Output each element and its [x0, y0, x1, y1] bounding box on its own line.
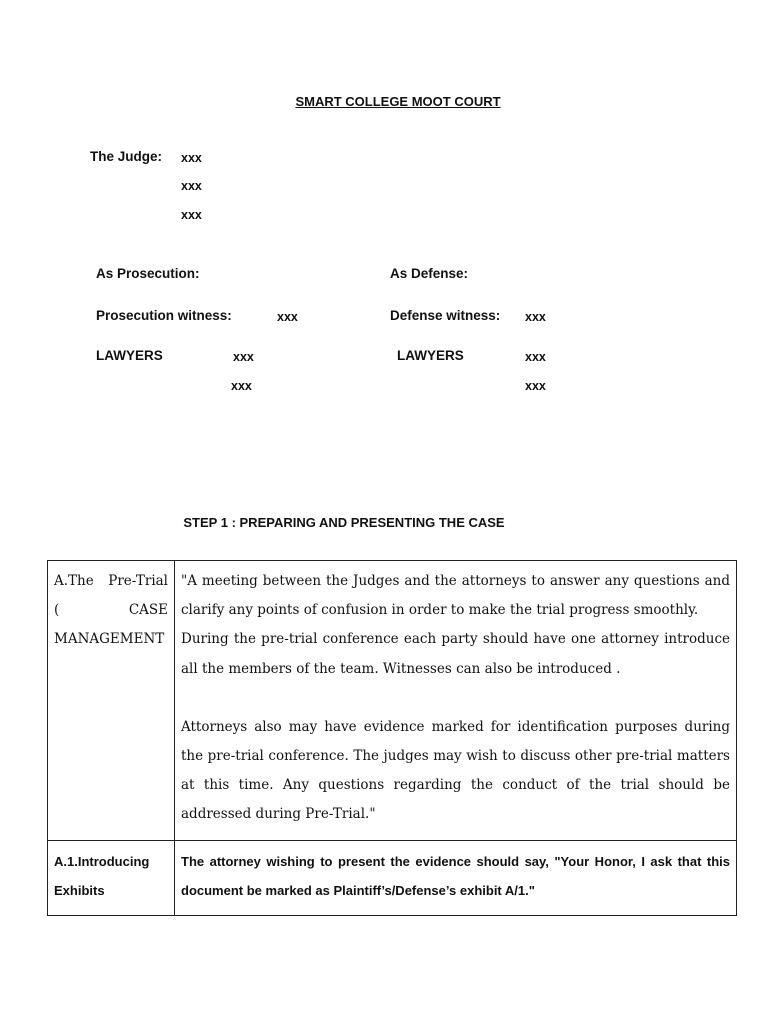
- label-part: MANAGEMENT: [54, 631, 165, 648]
- label-part: Pre-Trial: [108, 573, 168, 589]
- prosecution-lawyers-label: LAWYERS: [96, 348, 163, 363]
- defense-lawyers-label: LAWYERS: [397, 348, 464, 363]
- row-label: [54, 567, 168, 655]
- table-row: [48, 840, 737, 915]
- pretrial-paragraph-3: Attorneys also may have evidence marked for identification purposes during the pre-trial conference. The judges may wish to discuss other pre-trial matters at this time. Any questions regarding the conduct of the trial should be addressed during Pre-Trial.": [181, 718, 730, 823]
- label-part: A.The: [54, 573, 94, 589]
- procedure-table: [47, 560, 737, 916]
- label-part: (: [54, 602, 60, 619]
- table-row: [48, 561, 737, 841]
- prosecution-witness-value: xxx: [277, 310, 298, 324]
- prosecution-witness-label: Prosecution witness:: [96, 308, 232, 323]
- pretrial-paragraph-2: During the pre-trial conference each party should have one attorney introduce all the members of the team. Witnesses can also be introduced .: [181, 631, 730, 677]
- row-label-line: Exhibits: [54, 882, 105, 898]
- prosecution-lawyer-2: xxx: [231, 379, 252, 393]
- judge-label: The Judge:: [90, 149, 163, 164]
- exhibits-paragraph: The attorney wishing to present the evidence should say, "Your Honor, I ask that this document be marked as Plaintiff’s/Defense’s exhibit A/1.": [181, 853, 730, 898]
- defense-lawyer-2: xxx: [525, 379, 546, 393]
- defense-witness-label: Defense witness:: [390, 308, 501, 323]
- row-description-cell: [175, 561, 737, 841]
- document-title: SMART COLLEGE MOOT COURT: [295, 94, 501, 109]
- step-heading: STEP 1 : PREPARING AND PRESENTING THE CASE: [183, 515, 505, 530]
- defense-heading: As Defense:: [390, 266, 469, 281]
- row-description-cell: [175, 840, 737, 915]
- defense-lawyer-1: xxx: [525, 350, 546, 364]
- pretrial-paragraph-1: "A meeting between the Judges and the attorneys to answer any questions and clarify any points of confusion in order to make the trial progress smoothly.: [181, 573, 730, 619]
- row-label-line: A.1.Introducing: [54, 853, 150, 869]
- judge-name-3: xxx: [181, 208, 202, 222]
- judge-name-1: xxx: [181, 151, 202, 165]
- prosecution-heading: As Prosecution:: [96, 266, 200, 281]
- judge-name-2: xxx: [181, 179, 202, 193]
- defense-witness-value: xxx: [525, 310, 546, 324]
- row-label-cell: [48, 840, 175, 915]
- label-part: CASE: [128, 602, 168, 619]
- row-label-cell: [48, 561, 175, 841]
- prosecution-lawyer-1: xxx: [233, 350, 254, 364]
